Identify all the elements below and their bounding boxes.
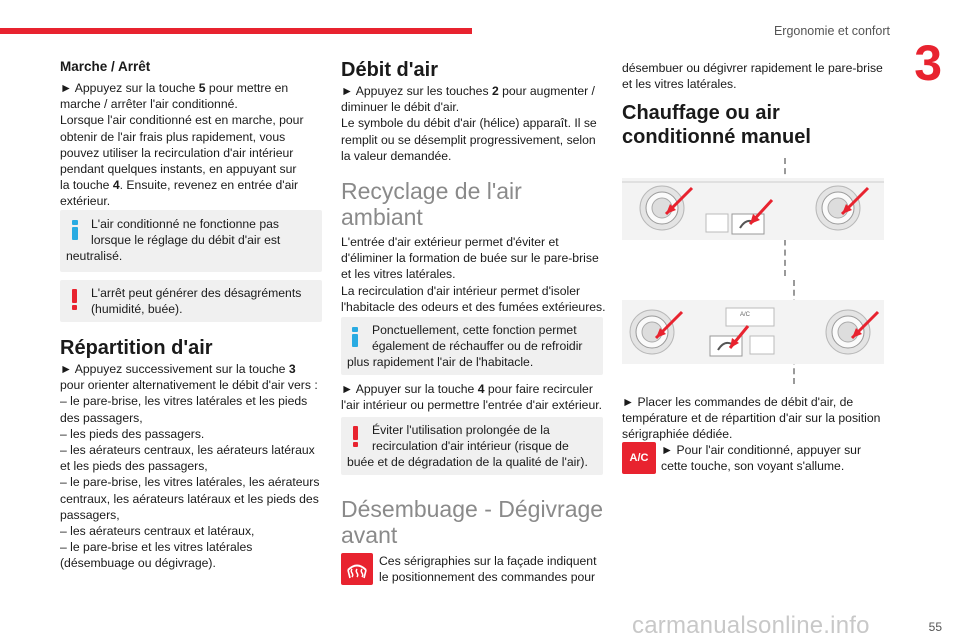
text-line: pendant quelques instants, en appuyant sur [60,162,297,177]
text-line: et les vitres latérales. [622,77,737,92]
text-line: des passagers, [60,410,143,425]
text-line: obtenir de l'air frais plus rapidement, vous [60,129,286,144]
repartition-text [60,361,330,572]
text-line: température et de répartition d'air sur la position [622,411,881,426]
note-line: lorsque le réglage du débit d'air est [91,233,281,247]
text-line: la touche 4. Ensuite, revenez en entrée d'air [60,178,299,193]
page-number: 55 [928,620,942,634]
text-line: – le pare-brise, les vitres latérales, les aérateurs [60,475,320,490]
text-line: – le pare-brise, les vitres latérales et les pieds [60,394,308,409]
text-line: la valeur demandée. [341,148,452,163]
text-line: L'entrée d'air extérieur permet d'éviter et [341,235,559,249]
warning-icon [72,289,77,310]
text-line: – les aérateurs centraux et latéraux, [60,524,255,539]
note-line: plus rapidement l'air de l'habitacle. [347,355,534,369]
placer-text [622,394,892,443]
debit-heading: Débit d'air [341,59,438,81]
section-title: Ergonomie et confort [773,24,890,38]
text-line: ► Appuyez sur la touche 5 pour mettre en [60,81,289,95]
text-line: Lorsque l'air conditionné est en marche, pour [60,113,304,128]
recyclage-heading [341,178,522,230]
text-line: La recirculation d'air intérieur permet d'isoler [341,283,581,298]
note-line: L'arrêt peut générer des désagréments [91,286,302,300]
note-line: L'air conditionné ne fonctionne pas [91,217,279,231]
ac-text [661,442,881,474]
text-line: – les pieds des passagers. [60,426,205,441]
text-line: ► Placer les commandes de débit d'air, de [622,395,854,409]
chauffage-heading [622,101,811,149]
heading-line: Désembuage - Dégivrage [341,496,604,522]
text-line: centraux, les aérateurs latéraux et les pieds des [60,491,319,506]
text-line: extérieur. [60,194,111,209]
heading-line: Recyclage de l'air [341,178,522,204]
panel-ac-label: A/C [740,312,751,318]
info-icon [72,220,78,240]
text-line: – le pare-brise et les vitres latérales [60,540,253,555]
text-line: désembuer ou dégivrer rapidement le pare-brise [622,61,883,75]
info-icon [352,327,358,347]
text-line: ► Appuyez sur les touches 2 pour augmenter / [341,84,595,98]
recyclage-text [341,234,606,315]
warning-note [60,280,322,322]
watermark: carmanualsonline.info [632,612,870,639]
text-line: cette touche, son voyant s'allume. [661,459,845,474]
ac-button-icon: A/C [622,442,656,474]
chapter-number: 3 [914,35,942,91]
note-line: recirculation d'air intérieur (risque de [372,439,569,453]
text-line: l'habitacle des odeurs et des fumées extérieures. [341,299,606,314]
text-line: d'éliminer la formation de buée sur le pare-brise [341,251,599,266]
desembuage-heading [341,496,603,548]
note-line: Ponctuellement, cette fonction permet [372,323,577,337]
recirc-text [341,381,611,413]
note-line: buée et de dégradation de la qualité de l'air). [347,455,588,469]
text-line: Le symbole du débit d'air (hélice) apparaît. Il se [341,116,597,131]
header-accent-bar [0,28,472,34]
warning-icon [353,426,358,447]
text-line: pouvez utiliser la recirculation d'air intérieur [60,145,294,160]
desembuage-continued-text [622,60,892,92]
marche-arret-text [60,80,325,210]
text-line: passagers, [60,507,120,522]
text-line: marche / arrêter l'air conditionné. [60,97,238,112]
debit-text [341,83,606,164]
text-line: remplit ou se désemplit progressivement, selon [341,132,596,147]
text-line: sérigraphiée dédiée. [622,427,733,442]
text-line: pour orienter alternativement le débit d'air vers : [60,378,318,393]
note-line: également de réchauffer ou de refroidir [372,339,583,353]
climate-panel-image-2 [622,296,884,368]
heading-line: Chauffage ou air [622,102,780,124]
info-note [341,317,603,375]
repartition-heading: Répartition d'air [60,337,213,359]
desembuage-text [379,553,609,585]
text-line: ► Pour l'air conditionné, appuyer sur [661,443,862,457]
note-line: Éviter l'utilisation prolongée de la [372,423,550,437]
warning-note [341,417,603,475]
text-line: ► Appuyer sur la touche 4 pour faire recirculer [341,382,593,396]
text-line: le positionnement des commandes pour [379,570,596,585]
heading-line: ambiant [341,204,423,230]
climate-panel-image-1 [622,168,884,248]
text-line: l'air intérieur ou permettre l'entrée d'air extérieur. [341,398,603,413]
text-line: – les aérateurs centraux, les aérateurs latéraux [60,443,315,458]
text-line: ► Appuyez successivement sur la touche 3 [60,362,296,376]
text-line: et les pieds des passagers, [60,459,208,474]
note-line: neutralisé. [66,249,123,263]
defrost-icon [341,553,373,585]
info-note [60,210,322,272]
heading-line: conditionné manuel [622,126,811,148]
text-line: diminuer le débit d'air. [341,100,460,115]
marche-arret-heading: Marche / Arrêt [60,59,151,74]
note-line: (humidité, buée). [91,302,183,316]
text-line: (désembuage ou dégivrage). [60,556,216,571]
heading-line: avant [341,522,398,548]
text-line: Ces sérigraphies sur la façade indiquent [379,554,597,568]
text-line: et les vitres latérales. [341,267,456,282]
